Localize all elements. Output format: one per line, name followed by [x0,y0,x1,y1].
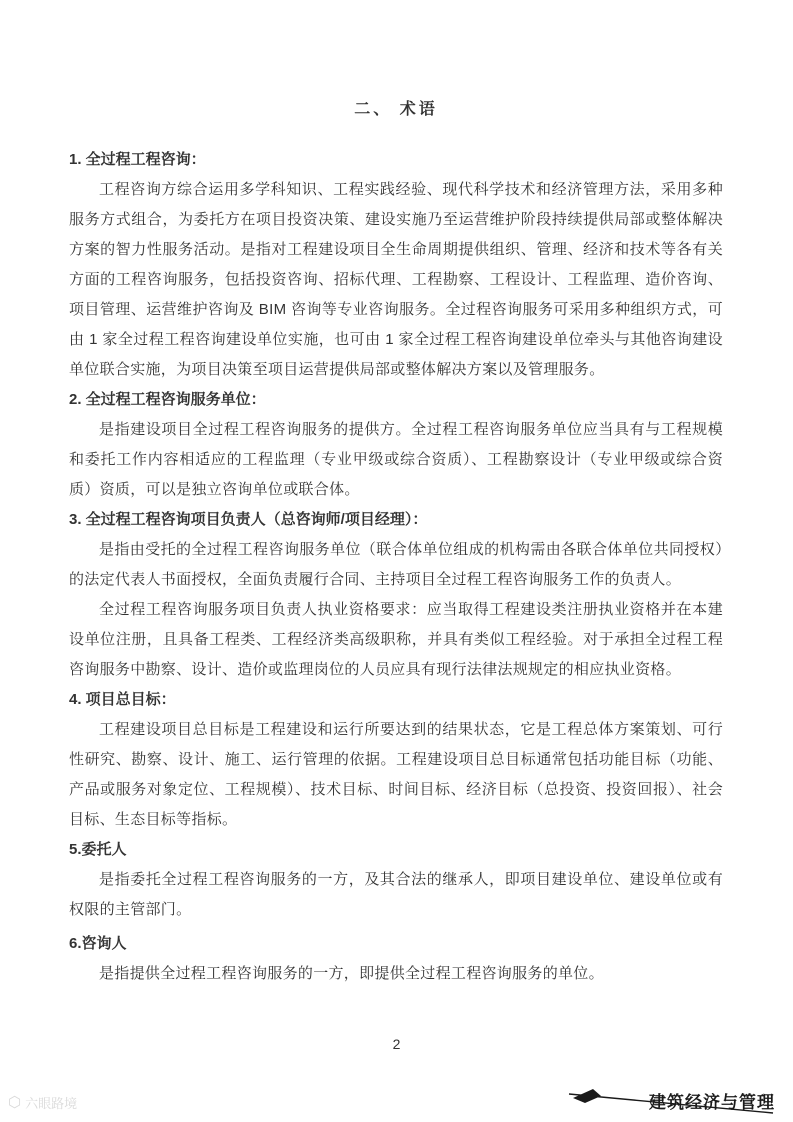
watermark-logo [8,1093,77,1112]
watermark-text: 六眼路境 [25,1096,78,1111]
paragraph: 是指建设项目全过程工程咨询服务的提供方。全过程工程咨询服务单位应当具有与工程规模和委托工作内容相适应的工程监理（专业甲级或综合资质）、工程勘察设计（专业甲级或综合资质）资质，可以是独立咨询单位或联合体。 [69,421,723,498]
section-zixunren [69,929,723,989]
section-fuwu-danwei [69,385,723,505]
section-heading: 1. 全过程工程咨询： [69,151,206,168]
section-quanguocheng-zixun [69,145,723,385]
section-heading: 3. 全过程工程咨询项目负责人（总咨询师/项目经理）： [69,511,428,528]
paragraph: 是指由受托的全过程工程咨询服务单位（联合体单位组成的机构需由各联合体单位共同授权）的法定代表人书面授权，全面负责履行合同、主持项目全过程工程咨询服务工作的负责人。 [69,541,723,588]
page-number: 2 [392,1036,401,1052]
paragraph: 工程建设项目总目标是工程建设和运行所要达到的结果状态，它是工程总体方案策划、可行性研究、勘察、设计、施工、运行管理的依据。工程建设项目总目标通常包括功能目标（功能、产品或服务对象定位、工程规模）、技术目标、时间目标、经济目标（总投资、投资回报）、社会目标、生态目标等指标。 [69,721,723,828]
brand-logo [567,1080,777,1116]
document-content [69,96,723,989]
paragraph: 是指委托全过程工程咨询服务的一方，及其合法的继承人，即项目建设单位、建设单位或有权限的主管部门。 [69,871,723,918]
brand-text: 建筑经济与管理 [649,1093,775,1112]
section-heading: 5.委托人 [69,841,127,858]
section-xiangmu-fuzeren [69,505,723,685]
section-heading: 6.咨询人 [69,935,127,952]
watermark-icon: ⬡ [8,1094,22,1111]
paragraph: 工程咨询方综合运用多学科知识、工程实践经验、现代科学技术和经济管理方法，采用多种服务方式组合，为委托方在项目投资决策、建设实施乃至运营维护阶段持续提供局部或整体解决方案的智力性服务活动。是指对工程建设项目全生命周期提供组织、管理、经济和技术等各有关方面的工程咨询服务，包括投资咨询、招标代理、工程勘察、工程设计、工程监理、造价咨询、项目管理、运营维护咨询及 BIM 咨询等专业咨询服务。全过程咨询服务可采用多种组织方式，可由 1 家全过程工程咨询建设单位实施，也可由 1 家全过程工程咨询建设单位牵头与其他咨询建设单位联合实施，为项目决策至项目运营提供局部或整体解决方案以及管理服务。 [69,181,723,378]
paragraph: 是指提供全过程工程咨询服务的一方，即提供全过程工程咨询服务的单位。 [99,965,604,982]
section-weituoren [69,835,723,925]
section-xiangmu-zongmubiao [69,685,723,835]
paragraph: 全过程工程咨询服务项目负责人执业资格要求：应当取得工程建设类注册执业资格并在本建设单位注册，且具备工程类、工程经济类高级职称，并具有类似工程经验。对于承担全过程工程咨询服务中勘察、设计、造价或监理岗位的人员应具有现行法律法规规定的相应执业资格。 [69,601,723,678]
section-heading: 2. 全过程工程咨询服务单位： [69,391,266,408]
section-heading: 4. 项目总目标： [69,691,176,708]
page-title: 二、 术语 [354,101,438,118]
